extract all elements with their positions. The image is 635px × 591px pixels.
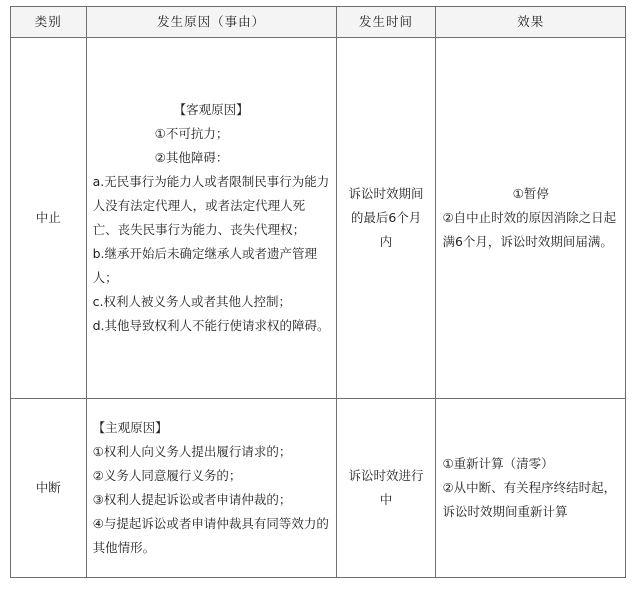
cause-cell [86, 38, 336, 399]
cause-line: ①不可抗力； [154, 126, 229, 141]
header-effect: 效果 [436, 7, 626, 38]
cause-line: a.无民事行为能力人或者限制民事行为能力人没有法定代理人，或者法定代理人死亡、丧失民事行为能力、丧失代理权； [92, 174, 330, 237]
effect-line: ②从中断、有关程序终结时起，诉讼时效期间重新计算 [442, 480, 617, 519]
category-cell: 中断 [11, 399, 87, 578]
header-category: 类别 [11, 7, 87, 38]
cause-heading: 【客观原因】 [173, 102, 249, 117]
effect-line: ②自中止时效的原因消除之日起满6个月，诉讼时效期间届满。 [442, 210, 617, 249]
cause-line: b.继承开始后未确定继承人或者遗产管理人； [92, 246, 318, 285]
header-row [11, 7, 626, 38]
cause-heading: 【主观原因】 [92, 420, 168, 435]
limitation-table [10, 6, 626, 578]
effect-line: ①重新计算（清零） [442, 456, 554, 471]
table-row-interruption [11, 399, 626, 578]
category-cell: 中止 [11, 38, 87, 399]
cause-line: ②义务人同意履行义务的； [92, 468, 242, 483]
effect-line: ①暂停 [512, 186, 549, 201]
header-time: 发生时间 [336, 7, 436, 38]
effect-cell [436, 399, 626, 578]
cause-cell [86, 399, 336, 578]
cause-line: ①权利人向义务人提出履行请求的； [92, 444, 292, 459]
table-row-suspension [11, 38, 626, 399]
cause-line: c.权利人被义务人或者其他人控制； [92, 294, 291, 309]
cause-line: ②其他障碍： [154, 150, 229, 165]
effect-cell [436, 38, 626, 399]
cause-line: ④与提起诉讼或者申请仲裁具有同等效力的其他情形。 [92, 516, 329, 555]
cause-line: d.其他导致权利人不能行使请求权的障碍。 [92, 318, 330, 333]
header-cause: 发生原因（事由） [86, 7, 336, 38]
cause-line: ③权利人提起诉讼或者申请仲裁的； [92, 492, 292, 507]
time-cell: 诉讼时效期间的最后6个月内 [336, 38, 436, 399]
time-cell: 诉讼时效进行中 [336, 399, 436, 578]
